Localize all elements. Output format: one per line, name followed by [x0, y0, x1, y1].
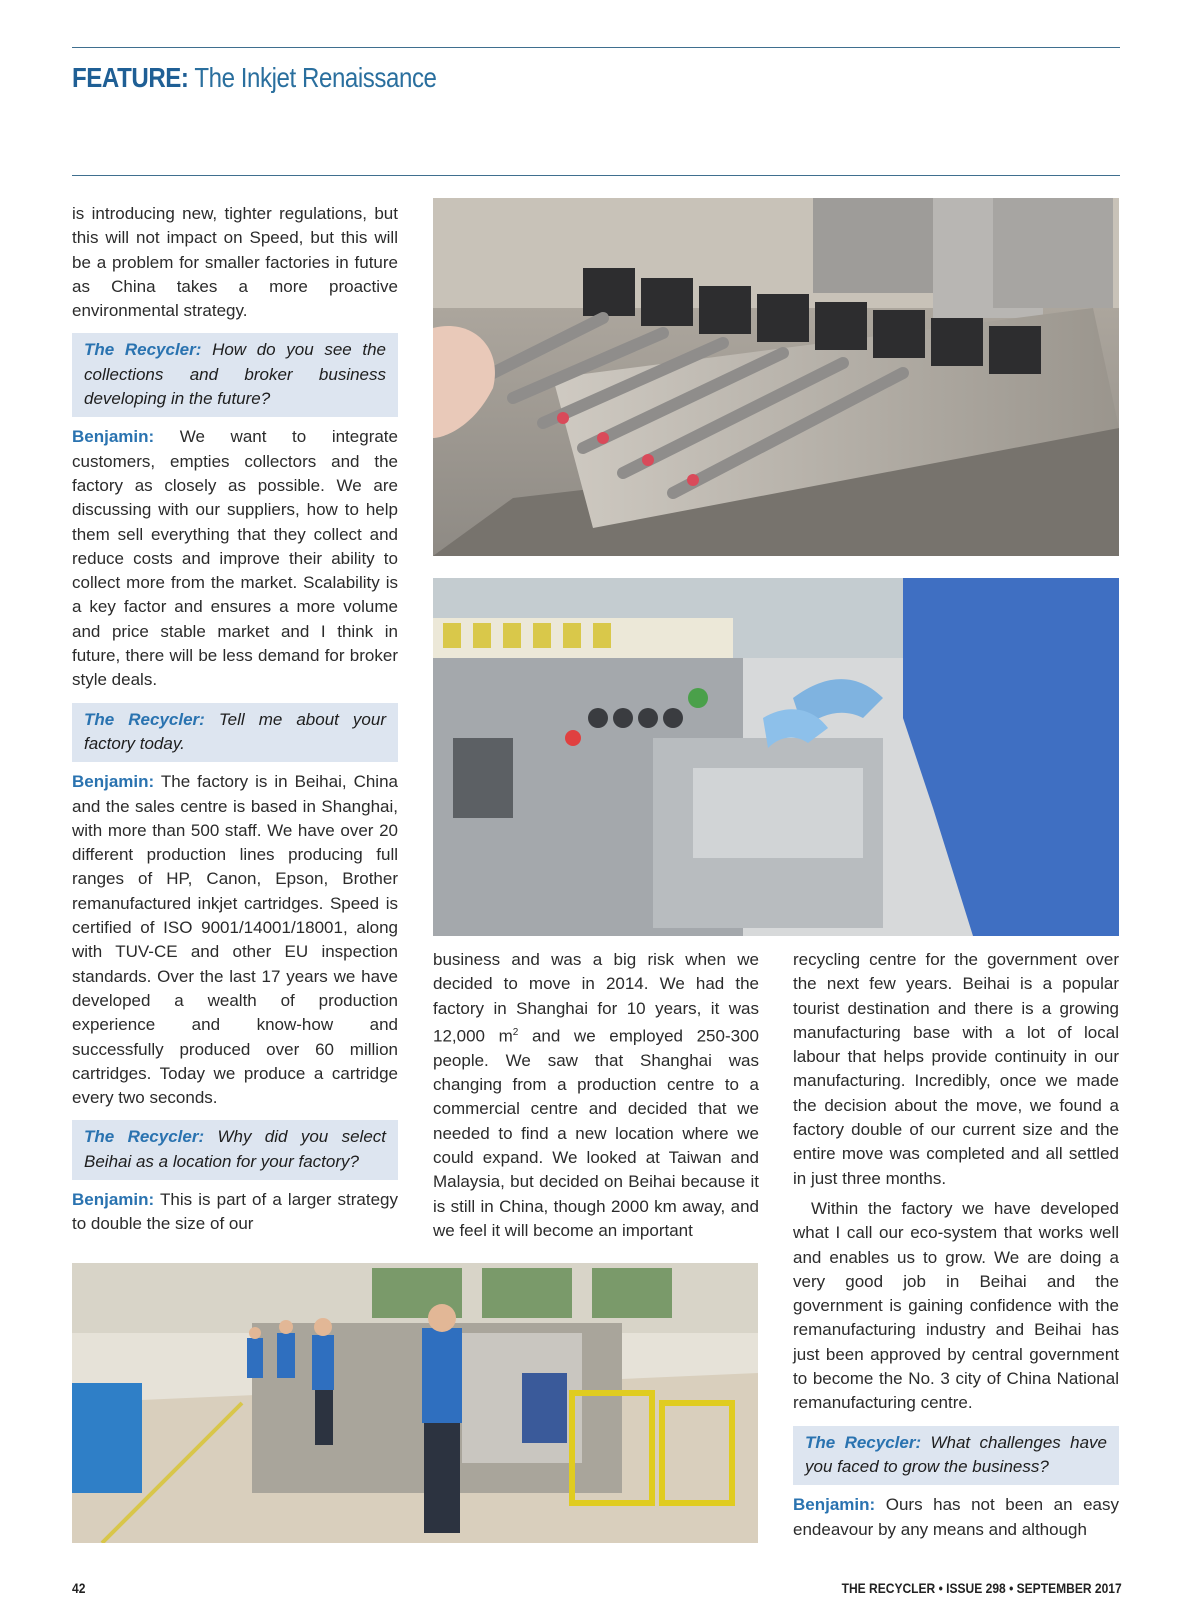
interview-question: [72, 333, 398, 417]
question-speaker: The Recycler:: [84, 709, 205, 729]
photo-factory-floor-image: [72, 1263, 758, 1543]
question-text: Tell me about your factory today.: [84, 709, 387, 753]
interview-answer: [793, 1493, 1119, 1542]
text-column-3: [793, 948, 1119, 1542]
paragraph-text: business and was a big risk when we decided to move in 2014. We had the factory in Shanghai for 10 years, it was 12,000 m: [433, 950, 759, 1046]
superscript: 2: [512, 1026, 519, 1038]
text-column-2: [433, 948, 759, 1243]
header-top-rule: [72, 47, 1120, 48]
interview-question: [793, 1426, 1119, 1486]
answer-text: This is part of a larger strategy to double the size of our: [72, 1189, 398, 1234]
text-column-1: [72, 202, 398, 1237]
interview-answer: [72, 1188, 398, 1237]
photo-factory-floor: [72, 1263, 758, 1543]
answer-speaker: Benjamin:: [72, 427, 155, 447]
question-text: How do you see the collections and broker business developing in the future?: [84, 340, 387, 409]
paragraph-text: and we employed 250-300 people. We saw that Shanghai was changing from a production centre to a commercial centre and decided that we needed to find a new location where we could expand. We looked at Taiwan and Malaysia, but decided on Beihai because it is still in China, though 2000 km away, and we feel it will become an important: [433, 1026, 759, 1240]
answer-speaker: Benjamin:: [72, 772, 155, 792]
question-text: What challenges have you faced to grow the business?: [805, 1432, 1107, 1476]
photo-cartridge-filling-station-image: [433, 578, 1119, 936]
question-speaker: The Recycler:: [84, 340, 202, 360]
photo-cartridge-machine-image: [433, 198, 1119, 556]
answer-text: We want to integrate customers, empties collectors and the factory as closely as possible. We are discussing with our suppliers, how to help them sell everything that they collect and reduce costs and improve their ability to collect more from the market. Scalability is a key factor and ensures a more volume and price stable market and I think in future, there will be less demand for broker style deals.: [72, 427, 398, 690]
paragraph: is introducing new, tighter regulations, but this will not impact on Speed, but this will be a problem for smaller factories in future as China takes a more proactive environmental strategy.: [72, 204, 398, 321]
answer-speaker: Benjamin:: [793, 1495, 876, 1515]
interview-answer: [72, 425, 398, 692]
page-number: 42: [72, 1580, 86, 1596]
footer-masthead: THE RECYCLER • ISSUE 298 • SEPTEMBER 2017: [841, 1580, 1122, 1596]
photo-cartridge-filling-station: [433, 578, 1119, 936]
paragraph: Within the factory we have developed what I call our eco-system that works well and enables us to grow. We are doing a very good job in Beihai and the government is gaining confidence with the remanufacturing industry and Beihai has just been approved by central government to become the No. 3 city of China National remanufacturing centre.: [793, 1198, 1119, 1413]
answer-text: Ours has not been an easy endeavour by any means and although: [793, 1495, 1119, 1539]
interview-answer: [72, 770, 398, 1110]
question-speaker: The Recycler:: [84, 1127, 205, 1147]
answer-text: The factory is in Beihai, China and the sales centre is based in Shanghai, with more than 500 staff. We have over 20 different production lines producing full ranges of HP, Canon, Epson, Brother remanufactured inkjet cartridges. Speed is certified of ISO 9001/14001/18001, along with TUV-CE and other EU inspection standards. Over the last 17 years we have developed a wealth of production experience and know-how and successfully produced over 60 million cartridges. Today we produce a cartridge every two seconds.: [72, 772, 398, 1108]
section-kicker: FEATURE:: [72, 62, 189, 93]
answer-speaker: Benjamin:: [72, 1189, 155, 1209]
interview-question: [72, 1120, 398, 1180]
section-header: [72, 62, 437, 94]
article-title: The Inkjet Renaissance: [194, 62, 437, 93]
paragraph: recycling centre for the government over the next few years. Beihai is a popular tourist destination and there is a growing manufacturing base with a lot of local labour that helps provide continuity in our manufacturing. Incredibly, once we made the decision about the move, we found a factory double of our current size and the entire move was completed and all settled in just three months.: [793, 950, 1119, 1188]
interview-question: [72, 703, 398, 763]
question-speaker: The Recycler:: [805, 1432, 922, 1452]
photo-cartridge-machine: [433, 198, 1119, 556]
paragraph: [433, 948, 759, 1243]
header-bottom-rule: [72, 175, 1120, 176]
question-text: Why did you select Beihai as a location for your factory?: [84, 1127, 386, 1171]
